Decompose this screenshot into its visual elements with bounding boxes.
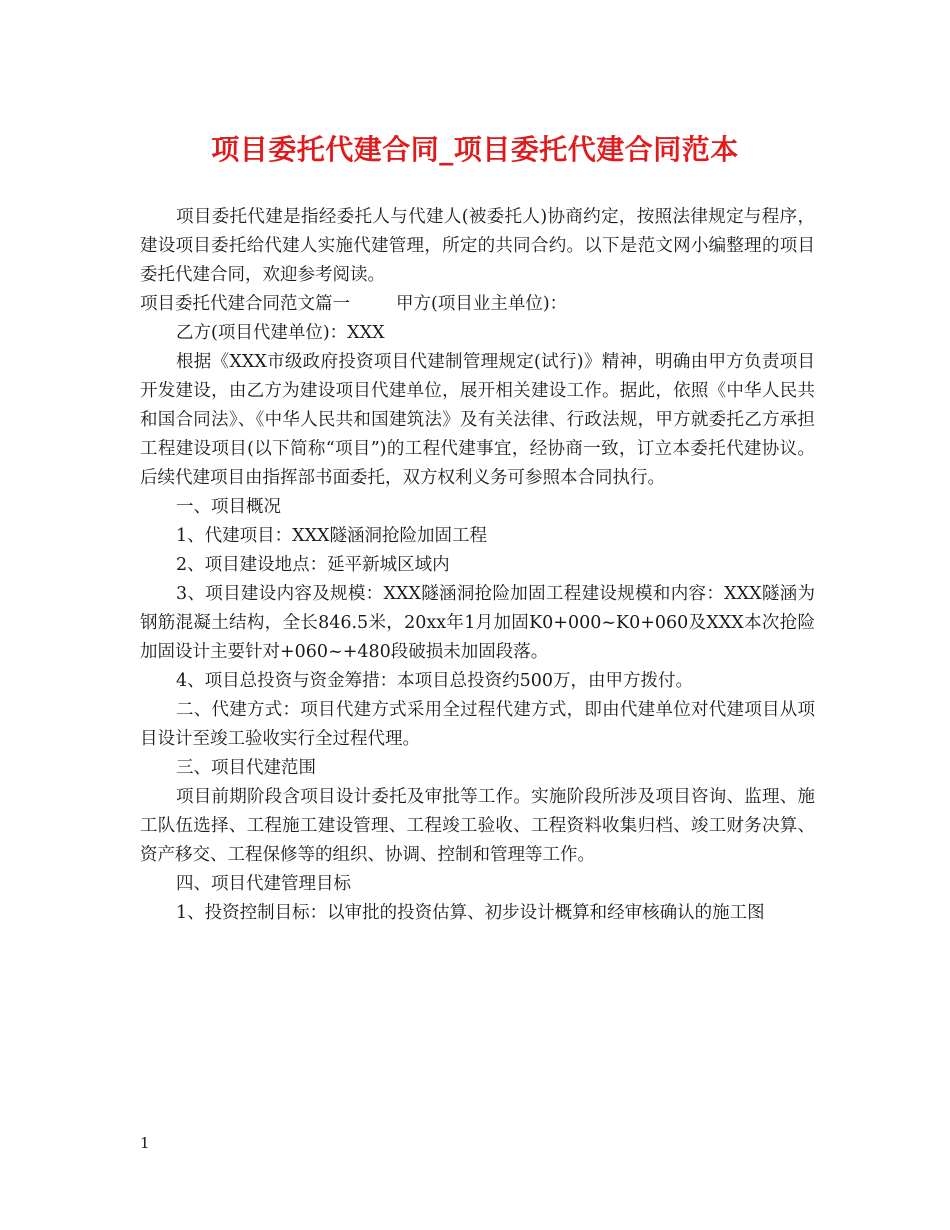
document-body	[140, 203, 815, 928]
document-title: 项目委托代建合同_项目委托代建合同范本	[211, 133, 739, 166]
basis-paragraph: 根据《XXX市级政府投资项目代建制管理规定(试行)》精神，明确由甲方负责项目开发建设，由乙方为建设项目代建单位，展开相关建设工作。据此，依照《中华人民共和国合同法》、《中华人民共和国建筑法》及有关法律、行政法规，甲方就委托乙方承担工程建设项目(以下简称“项目”)的工程代建事宜，经协商一致，订立本委托代建协议。后续代建项目由指挥部书面委托，双方权利义务可参照本合同执行。	[140, 352, 815, 488]
section-1-title: 一、项目概况	[176, 497, 281, 517]
section-3-title: 三、项目代建范围	[176, 758, 316, 778]
section-1-item-2: 2、项目建设地点：延平新城区域内	[176, 555, 450, 575]
section-4-title: 四、项目代建管理目标	[176, 874, 351, 894]
page-number: 1	[140, 1134, 150, 1152]
party-b-label: 乙方(项目代建单位)：XXX	[176, 323, 385, 343]
section-1-item-3: 3、项目建设内容及规模：XXX隧涵洞抢险加固工程建设规模和内容：XXX隧涵为钢筋混凝土结构，全长846.5米，20xx年1月加固K0+000~K0+060及XXX本次抢险加固设计主要针对+060~+480段破损未加固段落。	[140, 584, 815, 662]
sample-heading: 项目委托代建合同范文篇一	[140, 294, 350, 314]
party-a-label: 甲方(项目业主单位)：	[396, 294, 568, 314]
section-4-item-1: 1、投资控制目标：以审批的投资估算、初步设计概算和经审核确认的施工图	[176, 903, 765, 923]
section-1-item-4: 4、项目总投资与资金筹措：本项目总投资约500万，由甲方拨付。	[176, 671, 694, 691]
section-1-item-1: 1、代建项目：XXX隧涵洞抢险加固工程	[176, 526, 488, 546]
intro-paragraph: 项目委托代建是指经委托人与代建人(被委托人)协商约定，按照法律规定与程序，建设项目委托给代建人实施代建管理，所定的共同合约。以下是范文网小编整理的项目委托代建合同，欢迎参考阅读。	[140, 207, 815, 285]
section-2-paragraph: 二、代建方式：项目代建方式采用全过程代建方式，即由代建单位对代建项目从项目设计至竣工验收实行全过程代理。	[140, 700, 815, 749]
section-3-paragraph: 项目前期阶段含项目设计委托及审批等工作。实施阶段所涉及项目咨询、监理、施工队伍选择、工程施工建设管理、工程竣工验收、工程资料收集归档、竣工财务决算、资产移交、工程保修等的组织、协调、控制和管理等工作。	[140, 787, 815, 865]
sample-heading-line	[140, 290, 815, 319]
